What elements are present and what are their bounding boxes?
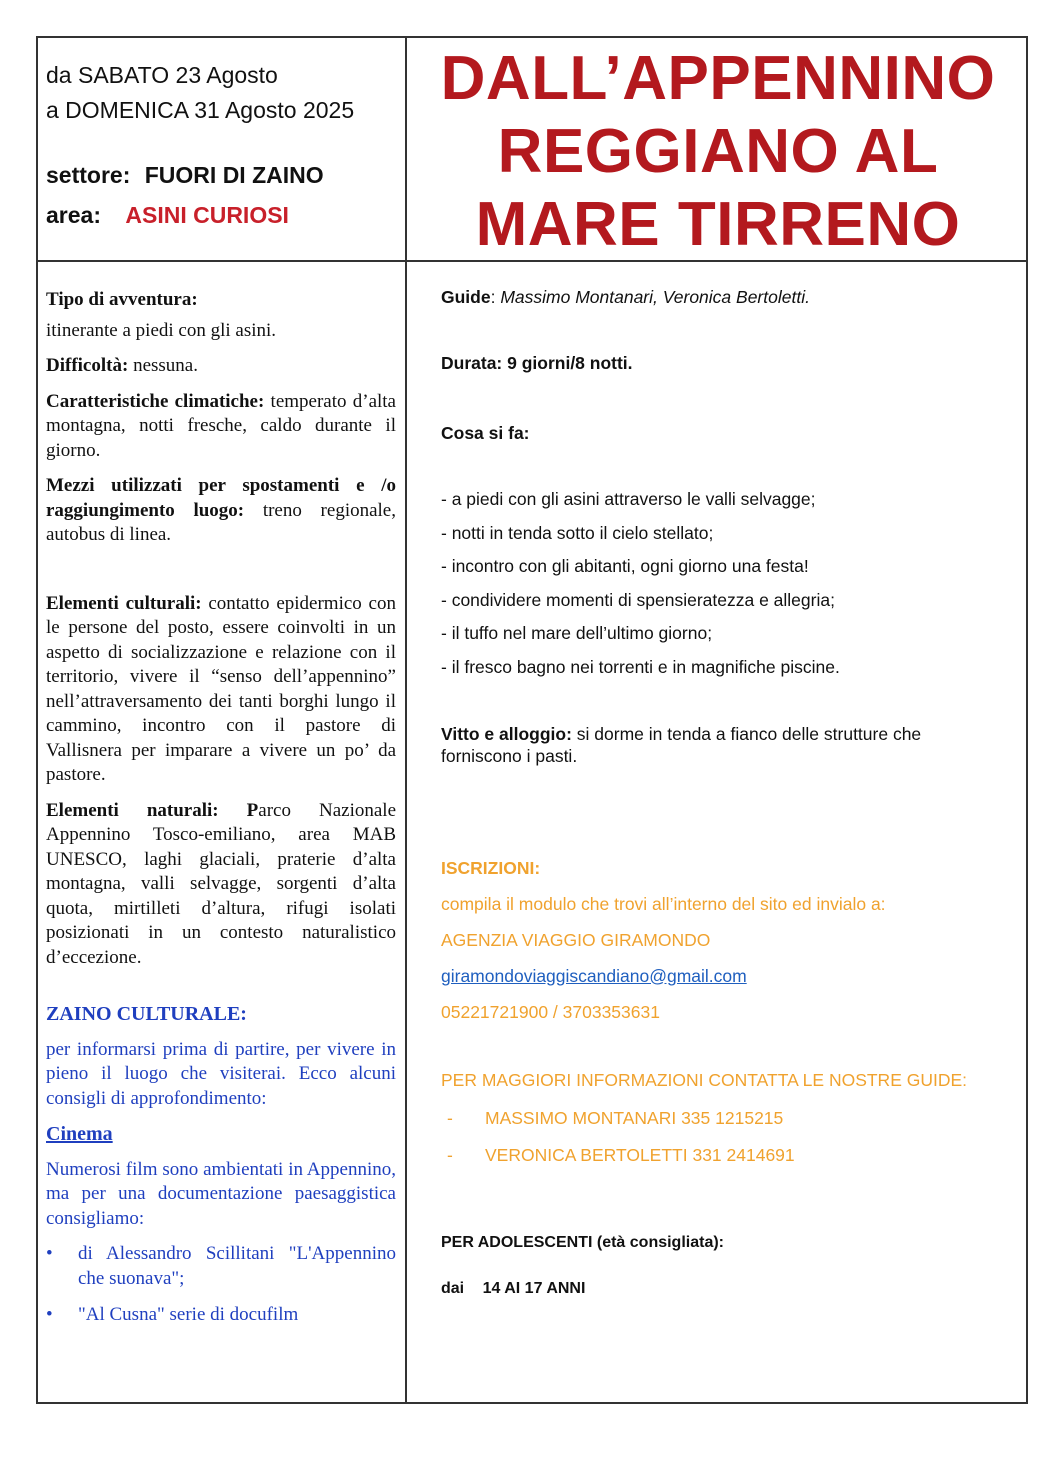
contact-text: MASSIMO MONTANARI 335 1215215 bbox=[485, 1107, 784, 1128]
area-row bbox=[46, 202, 289, 229]
area-label: area: bbox=[46, 202, 101, 228]
tipo-value: itinerante a piedi con gli asini. bbox=[46, 319, 277, 341]
column-divider bbox=[405, 36, 407, 1404]
cinema-heading: Cinema bbox=[46, 1123, 113, 1145]
contact-item bbox=[441, 1144, 1001, 1166]
age-value: 14 AI 17 ANNI bbox=[482, 1279, 586, 1297]
elementi-naturali: Elementi naturali: Parco Nazionale Appennino Tosco-emiliano, area MAB UNESCO, laghi glaciali, praterie d’alta montagna, valli selvagge, sorgenti d’alta quota, mirtilleti d’altura, rifugi isolati posizionati in un contesto naturalistico d’eccezione. bbox=[46, 799, 396, 968]
list-item bbox=[46, 1303, 396, 1328]
dash-icon: - bbox=[447, 1144, 453, 1165]
elementi-culturali: Elementi culturali: contatto epidermico con le persone del posto, essere coinvolti in un aspetto di socializzazione e relazione con il territorio, vivere il “senso dell’appennino” nell’attraversamento dei tanti borghi lungo il cammino, incontro con il pastore di Vallisnera per imparare a vivere un po’ da pastore. bbox=[46, 592, 396, 785]
date-range bbox=[46, 58, 354, 128]
bullet-icon: • bbox=[46, 1243, 53, 1264]
iscrizioni-heading: ISCRIZIONI: bbox=[441, 857, 541, 878]
bullet-text: "Al Cusna" serie di docufilm bbox=[78, 1304, 299, 1325]
list-item bbox=[46, 1242, 396, 1291]
date-end: a DOMENICA 31 Agosto 2025 bbox=[46, 97, 355, 123]
vitto-alloggio: Vitto e alloggio: si dorme in tenda a fianco delle strutture che forniscono i pasti. bbox=[441, 723, 922, 766]
durata: Durata: 9 giorni/8 notti. bbox=[441, 353, 633, 373]
zaino-culturale-heading: ZAINO CULTURALE: bbox=[46, 1003, 247, 1025]
clima: Caratteristiche climatiche: temperato d’alta montagna, notti fresche, caldo durante il giorno. bbox=[46, 390, 396, 461]
email-link[interactable]: giramondoviaggiscandiano@gmail.com bbox=[441, 965, 747, 986]
difficolta: Difficoltà: nessuna. bbox=[46, 355, 198, 376]
agency-name: AGENZIA VIAGGIO GIRAMONDO bbox=[441, 929, 711, 950]
iscrizioni-text: compila il modulo che trovi all’interno del sito ed invialo a: bbox=[441, 893, 886, 914]
date-start: da SABATO 23 Agosto bbox=[46, 62, 278, 88]
bullet-icon: • bbox=[46, 1304, 53, 1325]
contact-text: VERONICA BERTOLETTI 331 2414691 bbox=[485, 1144, 795, 1165]
activity-list bbox=[441, 488, 1001, 678]
list-item: - incontro con gli abitanti, ogni giorno una festa! bbox=[441, 556, 809, 576]
guide: Guide: Massimo Montanari, Veronica Bertoletti. bbox=[441, 287, 810, 307]
title-line-1: DALL’APPENNINO bbox=[440, 44, 996, 113]
info-heading: PER MAGGIORI INFORMAZIONI CONTATTA LE NOSTRE GUIDE: bbox=[441, 1069, 968, 1090]
mezzi: Mezzi utilizzati per spostamenti e /o raggiungimento luogo: treno regionale, autobus di linea. bbox=[46, 475, 396, 545]
list-item: - il tuffo nel mare dell’ultimo giorno; bbox=[441, 623, 713, 643]
title-line-2: REGGIANO AL bbox=[497, 117, 939, 186]
zaino-culturale-text: per informarsi prima di partire, per vivere in pieno il luogo che visiterai. Ecco alcuni consigli di approfondimento: bbox=[46, 1038, 396, 1109]
cinema-text: Numerosi film sono ambientati in Appennino, ma per una documentazione paesaggistica consigliamo: bbox=[46, 1158, 396, 1229]
settore-row bbox=[46, 162, 324, 189]
settore-label: settore: bbox=[46, 162, 131, 188]
list-item: - condividere momenti di spensieratezza e allegria; bbox=[441, 589, 835, 610]
cosa-si-fa-heading: Cosa si fa: bbox=[441, 423, 530, 443]
left-column bbox=[46, 288, 396, 1328]
page-title bbox=[408, 42, 1028, 261]
contact-item bbox=[441, 1107, 1001, 1129]
list-item: - il fresco bagno nei torrenti e in magnifiche piscine. bbox=[441, 656, 840, 677]
adolescenti-heading: PER ADOLESCENTI (età consigliata): bbox=[441, 1233, 724, 1251]
dash-icon: - bbox=[447, 1107, 453, 1128]
list-item: - a piedi con gli asini attraverso le valli selvagge; bbox=[441, 489, 816, 509]
area-value: ASINI CURIOSI bbox=[125, 202, 289, 228]
list-item: - notti in tenda sotto il cielo stellato; bbox=[441, 522, 714, 543]
bullet-text: di Alessandro Scillitani "L'Appennino che suonava"; bbox=[78, 1243, 396, 1289]
right-column bbox=[441, 286, 1001, 1300]
settore-value: FUORI DI ZAINO bbox=[144, 162, 324, 188]
age-range bbox=[441, 1278, 1001, 1300]
phone-numbers: 05221721900 / 3703353631 bbox=[441, 1001, 660, 1022]
tipo-label: Tipo di avventura: bbox=[46, 289, 198, 310]
age-prefix: dai bbox=[441, 1279, 465, 1297]
title-line-3: MARE TIRRENO bbox=[475, 190, 961, 259]
